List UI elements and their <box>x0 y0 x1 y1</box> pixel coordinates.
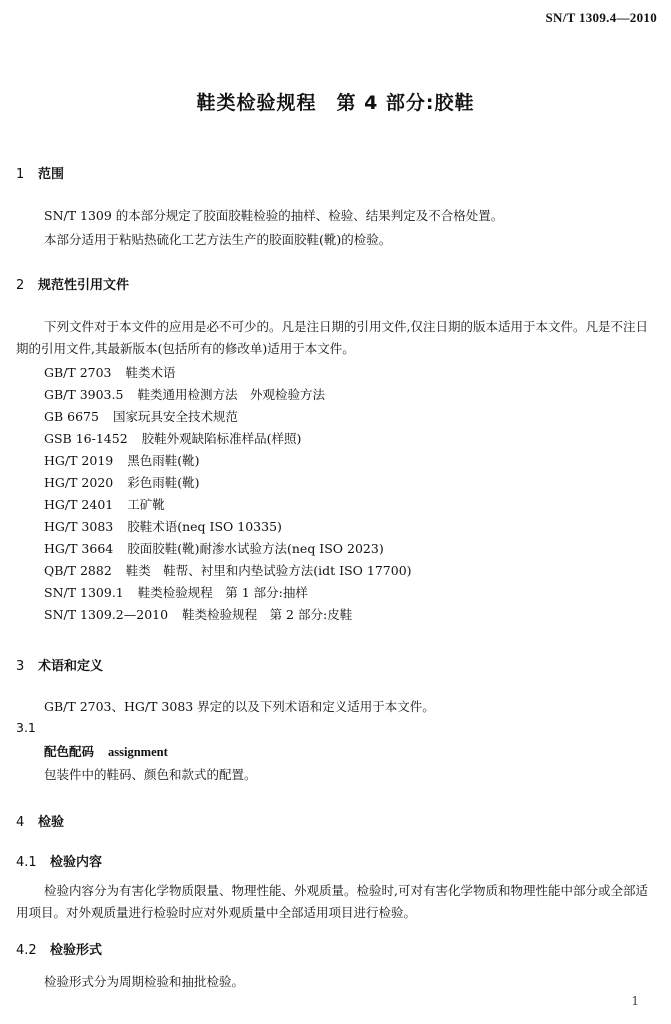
subsection-4-1-heading <box>16 851 102 870</box>
reference-item <box>44 561 412 579</box>
reference-code: GSB 16-1452 <box>44 431 128 446</box>
reference-code: GB 6675 <box>44 409 99 424</box>
paragraph: 本部分适用于粘贴热硫化工艺方法生产的胶面胶鞋(靴)的检验。 <box>44 232 392 247</box>
section-number: 2 <box>16 278 25 293</box>
section-title: 术语和定义 <box>38 659 104 674</box>
section-title: 规范性引用文件 <box>38 278 130 293</box>
paragraph: 下列文件对于本文件的应用是必不可少的。凡是注日期的引用文件,仅注日期的版本适用于本文件。凡是不注日期的引用文件,其最新版本(包括所有的修改单)适用于本文件。 <box>16 319 648 356</box>
section-4-heading <box>16 811 64 830</box>
reference-code: GB/T 3903.5 <box>44 387 124 402</box>
section-1-heading <box>16 163 64 182</box>
reference-item <box>44 583 308 601</box>
paragraph: SN/T 1309 的本部分规定了胶面胶鞋检验的抽样、检验、结果判定及不合格处置。 <box>44 208 504 223</box>
reference-code: HG/T 2020 <box>44 475 114 490</box>
reference-title: 胶鞋术语(neq ISO 10335) <box>127 519 282 534</box>
term-english: assignment <box>108 745 168 759</box>
section-3-heading <box>16 655 103 674</box>
reference-code: SN/T 1309.2—2010 <box>44 607 169 622</box>
reference-code: GB/T 2703 <box>44 365 112 380</box>
reference-title: 彩色雨鞋(靴) <box>127 475 200 490</box>
section-2-heading <box>16 274 129 293</box>
reference-title: 鞋类检验规程 第 1 部分:抽样 <box>137 585 308 600</box>
subsection-number: 4.1 <box>16 855 37 870</box>
reference-item <box>44 605 352 623</box>
subsection-number: 4.2 <box>16 943 37 958</box>
reference-item <box>44 539 384 557</box>
reference-item <box>44 363 176 381</box>
reference-title: 鞋类通用检测方法 外观检验方法 <box>137 387 325 402</box>
reference-code: HG/T 3664 <box>44 541 114 556</box>
subsection-4-2-heading <box>16 939 102 958</box>
section-title: 检验 <box>38 815 65 830</box>
reference-item <box>44 451 200 469</box>
reference-item <box>44 473 200 491</box>
paragraph: GB/T 2703、HG/T 3083 界定的以及下列术语和定义适用于本文件。 <box>44 699 435 714</box>
page-number: 1 <box>631 994 639 1008</box>
term-definition: 包装件中的鞋码、颜色和款式的配置。 <box>44 767 257 782</box>
reference-title: 胶面胶鞋(靴)耐渗水试验方法(neq ISO 2023) <box>127 541 384 556</box>
reference-title: 鞋类 鞋帮、衬里和内垫试验方法(idt ISO 17700) <box>125 563 412 578</box>
term-heading <box>44 742 168 760</box>
reference-code: SN/T 1309.1 <box>44 585 124 600</box>
reference-code: QB/T 2882 <box>44 563 112 578</box>
reference-title: 工矿靴 <box>127 497 165 512</box>
term-number: 3.1 <box>16 720 36 735</box>
reference-item <box>44 495 165 513</box>
reference-code: HG/T 3083 <box>44 519 114 534</box>
subsection-title: 检验形式 <box>50 943 103 958</box>
reference-code: HG/T 2401 <box>44 497 114 512</box>
reference-title: 国家玩具安全技术规范 <box>112 409 238 424</box>
reference-title: 黑色雨鞋(靴) <box>127 453 200 468</box>
paragraph: 检验内容分为有害化学物质限量、物理性能、外观质量。检验时,可对有害化学物质和物理性能中部分或全部适用项目。对外观质量进行检验时应对外观质量中全部适用项目进行检验。 <box>16 883 648 920</box>
section-number: 1 <box>16 167 25 182</box>
reference-item <box>44 517 282 535</box>
subsection-title: 检验内容 <box>50 855 103 870</box>
section-number: 3 <box>16 659 25 674</box>
section-title: 范围 <box>38 167 65 182</box>
section-number: 4 <box>16 815 25 830</box>
reference-title: 鞋类检验规程 第 2 部分:皮鞋 <box>182 607 353 622</box>
standard-code: SN/T 1309.4—2010 <box>545 10 657 25</box>
reference-title: 鞋类术语 <box>125 365 176 380</box>
reference-item <box>44 429 301 447</box>
document-title: 鞋类检验规程 第 4 部分:胶鞋 <box>196 92 475 114</box>
reference-code: HG/T 2019 <box>44 453 114 468</box>
reference-item <box>44 385 325 403</box>
paragraph: 检验形式分为周期检验和抽批检验。 <box>44 974 245 989</box>
reference-title: 胶鞋外观缺陷标准样品(样照) <box>141 431 302 446</box>
reference-item <box>44 407 238 425</box>
term-chinese: 配色配码 <box>44 744 95 759</box>
